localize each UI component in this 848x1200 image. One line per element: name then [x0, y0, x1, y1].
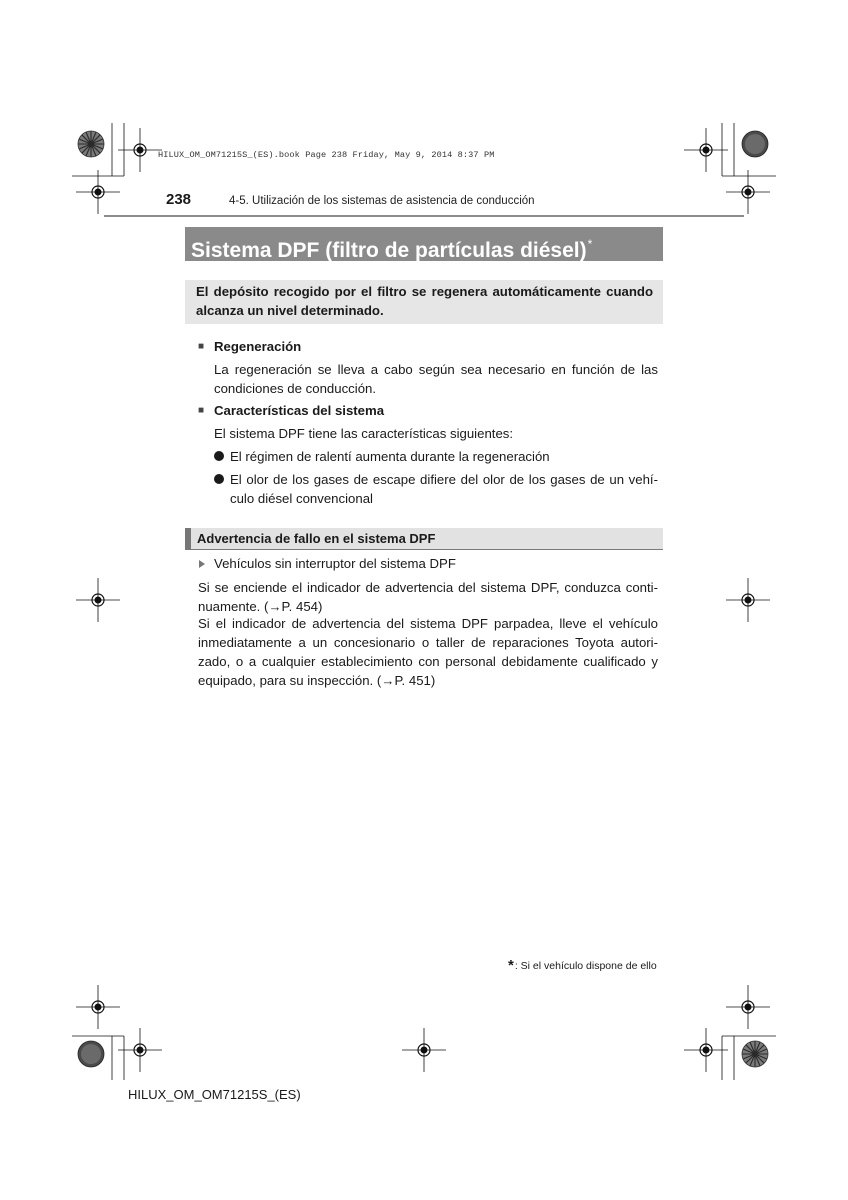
warning-condition: Vehículos sin interruptor del sistema DPF: [214, 556, 456, 571]
footnote-asterisk: *: [508, 957, 514, 974]
warning-heading-tab: [185, 528, 191, 550]
header-rule: [104, 215, 744, 217]
page-number: 238: [166, 191, 192, 208]
warning-p2-line-2: inmediatamente a un concesionario o taller de reparaciones Toyota autori-: [198, 635, 658, 650]
warning-p1-line-2: nuamente. (→P. 454): [198, 599, 323, 614]
warning-p1-line-1: Si se enciende el indicador de advertencia del sistema DPF, conduzca conti-: [198, 580, 658, 595]
features-intro: El sistema DPF tiene las características siguientes:: [214, 426, 514, 441]
features-bullet-2-line-1: El olor de los gases de escape difiere del olor de los gases de un vehí-: [230, 472, 658, 487]
round-bullet-icon: [214, 474, 224, 484]
regeneration-heading: Regeneración: [214, 339, 302, 354]
regeneration-line-1: La regeneración se lleva a cabo según sea necesario en función de las: [214, 362, 658, 377]
footnote: [508, 957, 657, 974]
warning-p2-line-1: Si el indicador de advertencia del sistema DPF parpadea, lleve el vehículo: [198, 616, 658, 631]
page-title-text: Sistema DPF (filtro de partículas diésel): [191, 239, 587, 262]
summary-box: [185, 280, 663, 324]
round-bullet-icon: [214, 451, 224, 461]
footnote-text: : Si el vehículo dispone de ello: [514, 960, 657, 972]
warning-p2-line-4: equipado, para su inspección. (→P. 451): [198, 673, 436, 688]
summary-line-2: alcanza un nivel determinado.: [196, 303, 384, 318]
footer-code: HILUX_OM_OM71215S_(ES): [128, 1087, 301, 1102]
features-bullet-1: El régimen de ralentí aumenta durante la regeneración: [230, 449, 550, 464]
summary-line-1: El depósito recogido por el filtro se regenera automáticamente cuando: [196, 284, 653, 299]
triangle-arrow-icon: [199, 560, 205, 568]
title-asterisk: *: [587, 237, 593, 251]
warning-heading: Advertencia de fallo en el sistema DPF: [197, 531, 436, 546]
print-info-line: HILUX_OM_OM71215S_(ES).book Page 238 Friday, May 9, 2014 8:37 PM: [158, 150, 495, 160]
features-bullet-2-line-2: culo diésel convencional: [230, 491, 373, 506]
page-title: [185, 227, 663, 261]
regeneration-line-2: condiciones de conducción.: [214, 381, 377, 396]
features-heading: Características del sistema: [214, 403, 385, 418]
square-bullet-icon: ■: [198, 341, 205, 352]
square-bullet-icon: ■: [198, 405, 205, 416]
warning-p2-line-3: zado, o a cualquier establecimiento con personal debidamente cualificado y: [198, 654, 658, 669]
section-reference: 4-5. Utilización de los sistemas de asistencia de conducción: [229, 195, 535, 207]
